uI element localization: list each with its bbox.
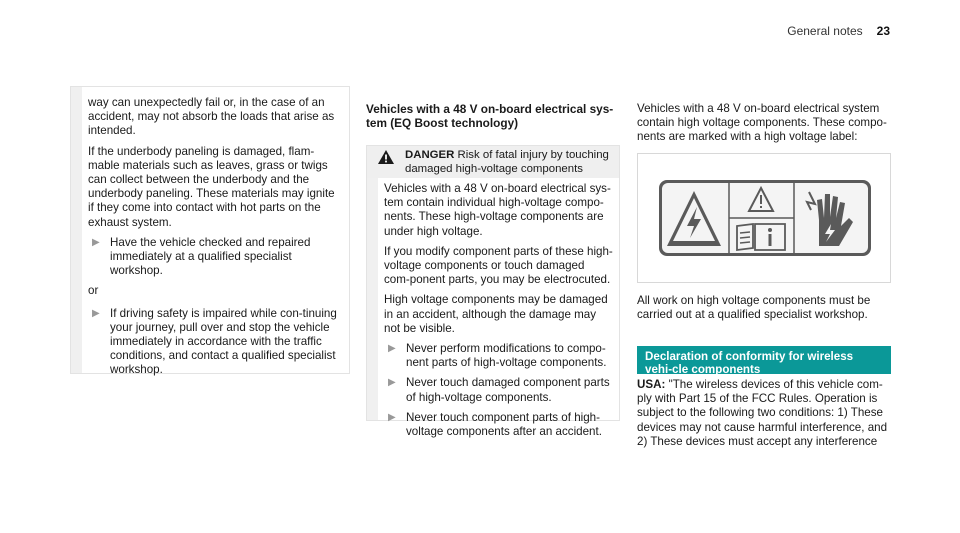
danger-paragraph: If you modify component parts of these high-voltage components or touch damaged com-ponent parts, you may be electrocuted.: [384, 244, 613, 287]
note-paragraph: way can unexpectedly fail or, in the case of an accident, may not absorb the loads that arise as intended.: [88, 96, 335, 138]
danger-text: Risk of fatal injury by touching damaged high-voltage components: [405, 149, 609, 175]
arrow-bullet-icon: ▶: [388, 377, 396, 389]
warning-triangle-icon: [377, 149, 395, 165]
high-voltage-label-icon: [659, 180, 871, 256]
declaration-heading: Declaration of conformity for wireless vehi-cle components: [637, 346, 891, 374]
instruction-item: ▶ Never touch damaged component parts of high-voltage components.: [384, 376, 613, 404]
high-voltage-label-frame: [637, 153, 891, 283]
danger-paragraph: Vehicles with a 48 V on-board electrical sys-tem contain individual high-voltage compo-nents. These high-voltage components are under high voltage.: [384, 182, 611, 238]
arrow-bullet-icon: ▶: [388, 343, 396, 355]
instruction-item: ▶ Never touch component parts of high-voltage components after an accident.: [384, 411, 613, 439]
high-voltage-intro: Vehicles with a 48 V on-board electrical system contain high voltage components. These compo-nents are marked with a high voltage label:: [637, 102, 887, 144]
box-side-bar: [367, 178, 378, 420]
instruction-item: ▶ Never perform modifications to compo-nent parts of high-voltage components.: [384, 342, 613, 370]
section-title: General notes: [787, 24, 863, 38]
usa-label: USA:: [637, 378, 666, 391]
danger-header: [367, 146, 619, 178]
arrow-bullet-icon: ▶: [388, 411, 396, 423]
workshop-note: All work on high voltage components must be carried out at a qualified specialist workshop.: [637, 294, 871, 322]
or-text: or: [88, 284, 99, 298]
page-header: [787, 24, 890, 38]
page-number: 23: [876, 24, 890, 38]
underbody-note-box: [70, 86, 350, 377]
section-heading: Vehicles with a 48 V on-board electrical sys-tem (EQ Boost technology): [366, 102, 614, 130]
arrow-bullet-icon: ▶: [92, 307, 100, 319]
instruction-item: ▶ Have the vehicle checked and repaired immediately at a qualified specialist workshop.: [88, 236, 341, 279]
instruction-item: ▶ If driving safety is impaired while con-tinuing your journey, pull over and stop the vehicle immediately in accordance with the traffic conditions, and contact a qualified specialist workshop.: [88, 307, 341, 378]
danger-box: [366, 145, 620, 439]
arrow-bullet-icon: ▶: [92, 236, 100, 248]
danger-paragraph: High voltage components may be damaged in an accident, although the damage may not be visible.: [384, 293, 608, 335]
usa-text: "The wireless devices of this vehicle com-ply with Part 15 of the FCC Rules. Operation is subject to the following two conditions: 1) These devices may not cause harmful interference, and 2) These devices must accept any interference: [637, 378, 888, 448]
box-side-bar: [71, 87, 82, 373]
fcc-statement: [637, 378, 895, 449]
danger-label: DANGER: [405, 149, 455, 161]
note-paragraph: If the underbody paneling is damaged, flam-mable materials such as leaves, grass or twigs can collect between the underbody and the underbody paneling. These materials may ignite if they come into contact with hot parts on the exhaust system.: [88, 144, 335, 229]
